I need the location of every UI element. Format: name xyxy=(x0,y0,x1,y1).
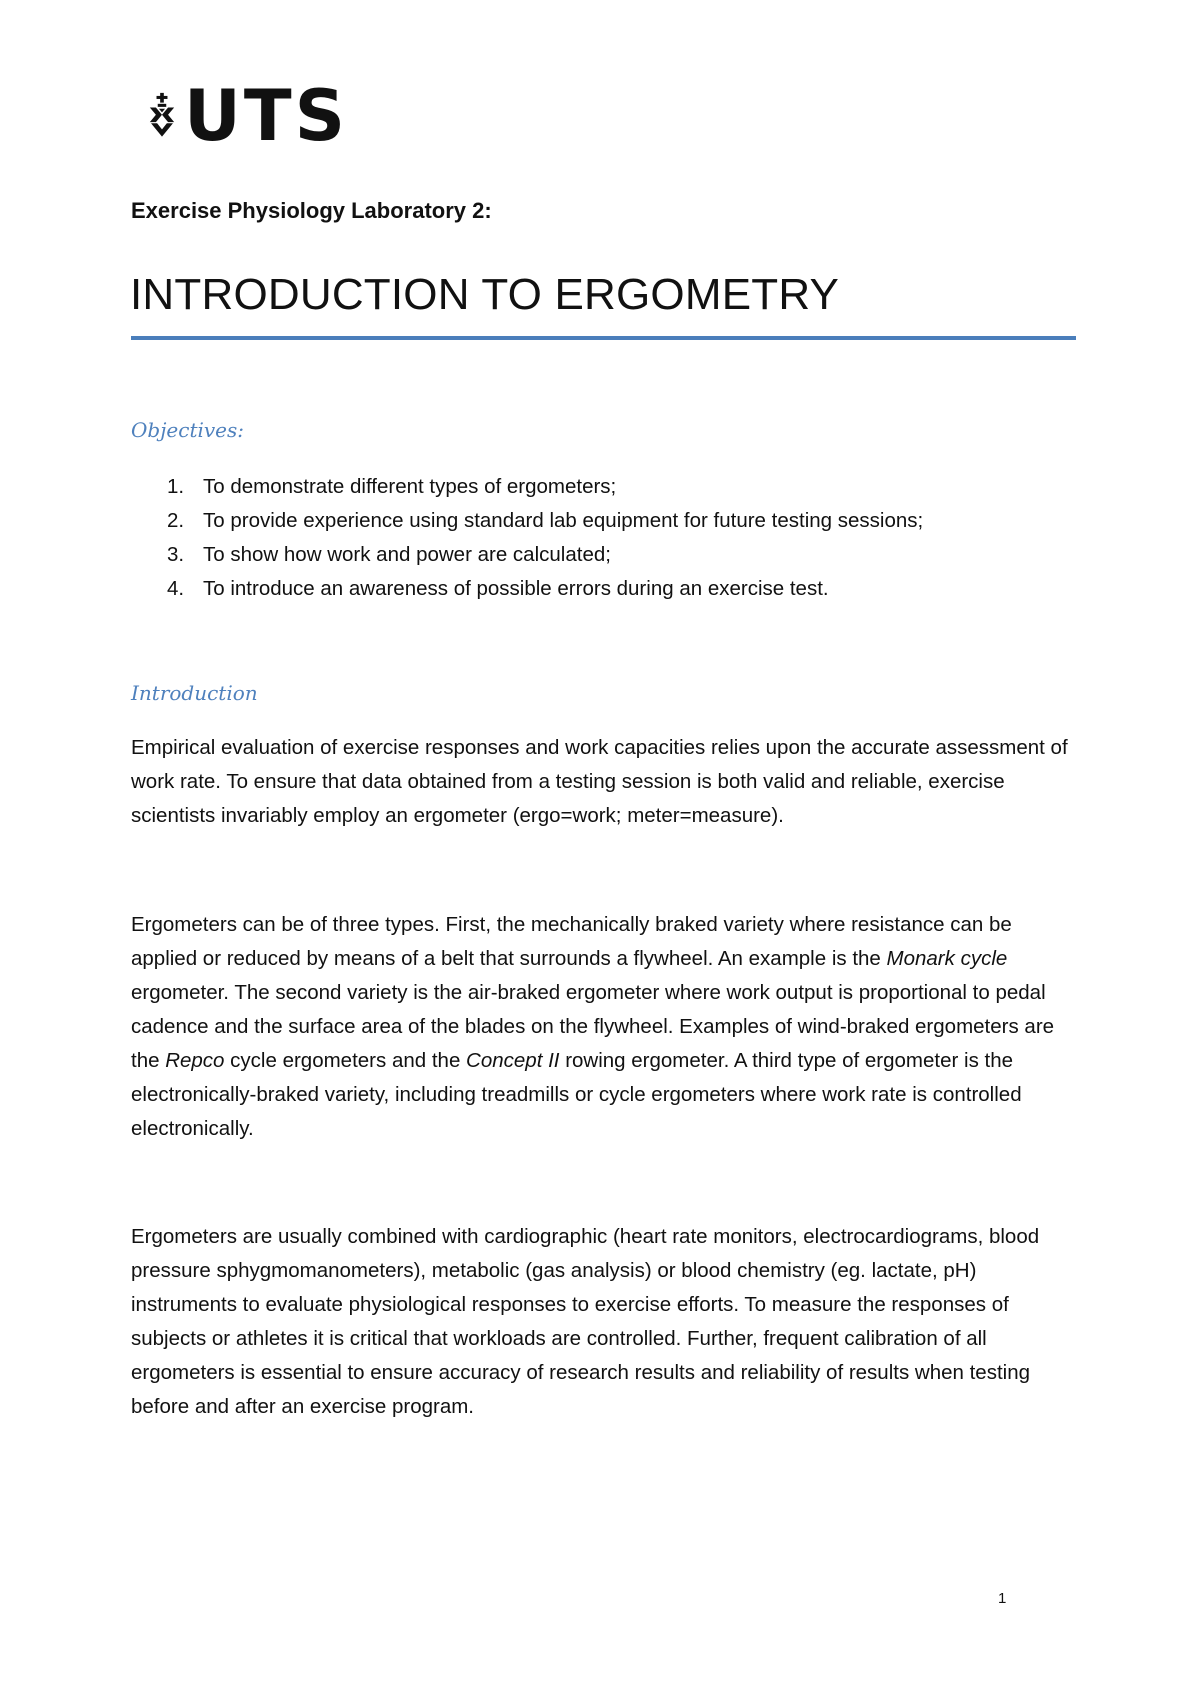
introduction-heading: Introduction xyxy=(131,681,258,705)
title-underline-rule xyxy=(131,336,1076,340)
list-item-text: To demonstrate different types of ergometers; xyxy=(203,475,617,498)
paragraph-text: Ergometers can be of three types. First, the mechanically braked variety where resistance can be applied or reduced by means of a belt that surrounds a flywheel. An example is the xyxy=(131,913,1012,970)
list-item xyxy=(131,538,1091,572)
uts-logo xyxy=(148,76,348,156)
intro-paragraph-1: Empirical evaluation of exercise responses and work capacities relies upon the accurate assessment of work rate. To ensure that data obtained from a testing session is both valid and reliable, exercise scientists invariably employ an ergometer (ergo=work; meter=measure). xyxy=(131,736,1068,827)
logo-wordmark: UTS xyxy=(183,75,348,157)
list-item-number: 2. xyxy=(167,509,185,532)
paragraph-text: ergometer. The second variety is the air-braked ergometer where work output is proportional to pedal cadence and the surface area of the blades on the flywheel. Examples of wind-braked ergometers are the xyxy=(131,981,1055,1072)
list-item xyxy=(131,504,1091,538)
list-item-number: 3. xyxy=(167,543,185,566)
page-title: INTRODUCTION TO ERGOMETRY xyxy=(130,270,840,319)
list-item-text: To provide experience using standard lab equipment for future testing sessions; xyxy=(203,509,924,532)
list-item-text: To introduce an awareness of possible errors during an exercise test. xyxy=(203,577,829,600)
ergometer-name-italic: Repco xyxy=(165,1049,225,1072)
page-number: 1 xyxy=(998,1590,1007,1607)
paragraph-text: rowing ergometer. A third type of ergometer is the electronically-braked variety, including treadmills or cycle ergometers where work rate is controlled electronically. xyxy=(131,1049,1022,1140)
list-item xyxy=(131,572,1091,606)
paragraph-text: cycle ergometers and the xyxy=(224,1049,467,1072)
list-item xyxy=(131,470,1091,504)
list-item-number: 1. xyxy=(167,475,185,498)
intro-paragraph-3: Ergometers are usually combined with cardiographic (heart rate monitors, electrocardiograms, blood pressure sphygmomanometers), metabolic (gas analysis) or blood chemistry (eg. lactate, pH) instruments to evaluate physiological responses to exercise efforts. To measure the responses of subjects or athletes it is critical that workloads are controlled. Further, frequent calibration of all ergometers is essential to ensure accuracy of research results and reliability of results when testing before and after an exercise program. xyxy=(131,1225,1040,1418)
ergometer-name-italic: Monark cycle xyxy=(886,947,1008,970)
uts-crest-icon xyxy=(148,76,176,156)
list-item-text: To show how work and power are calculated; xyxy=(203,543,611,566)
objectives-heading: Objectives: xyxy=(131,418,245,442)
ergometer-name-italic: Concept II xyxy=(466,1049,560,1072)
objectives-list xyxy=(131,470,1091,606)
list-item-number: 4. xyxy=(167,577,185,600)
lab-title: Exercise Physiology Laboratory 2: xyxy=(131,198,492,223)
intro-paragraph-2 xyxy=(131,908,1076,1146)
